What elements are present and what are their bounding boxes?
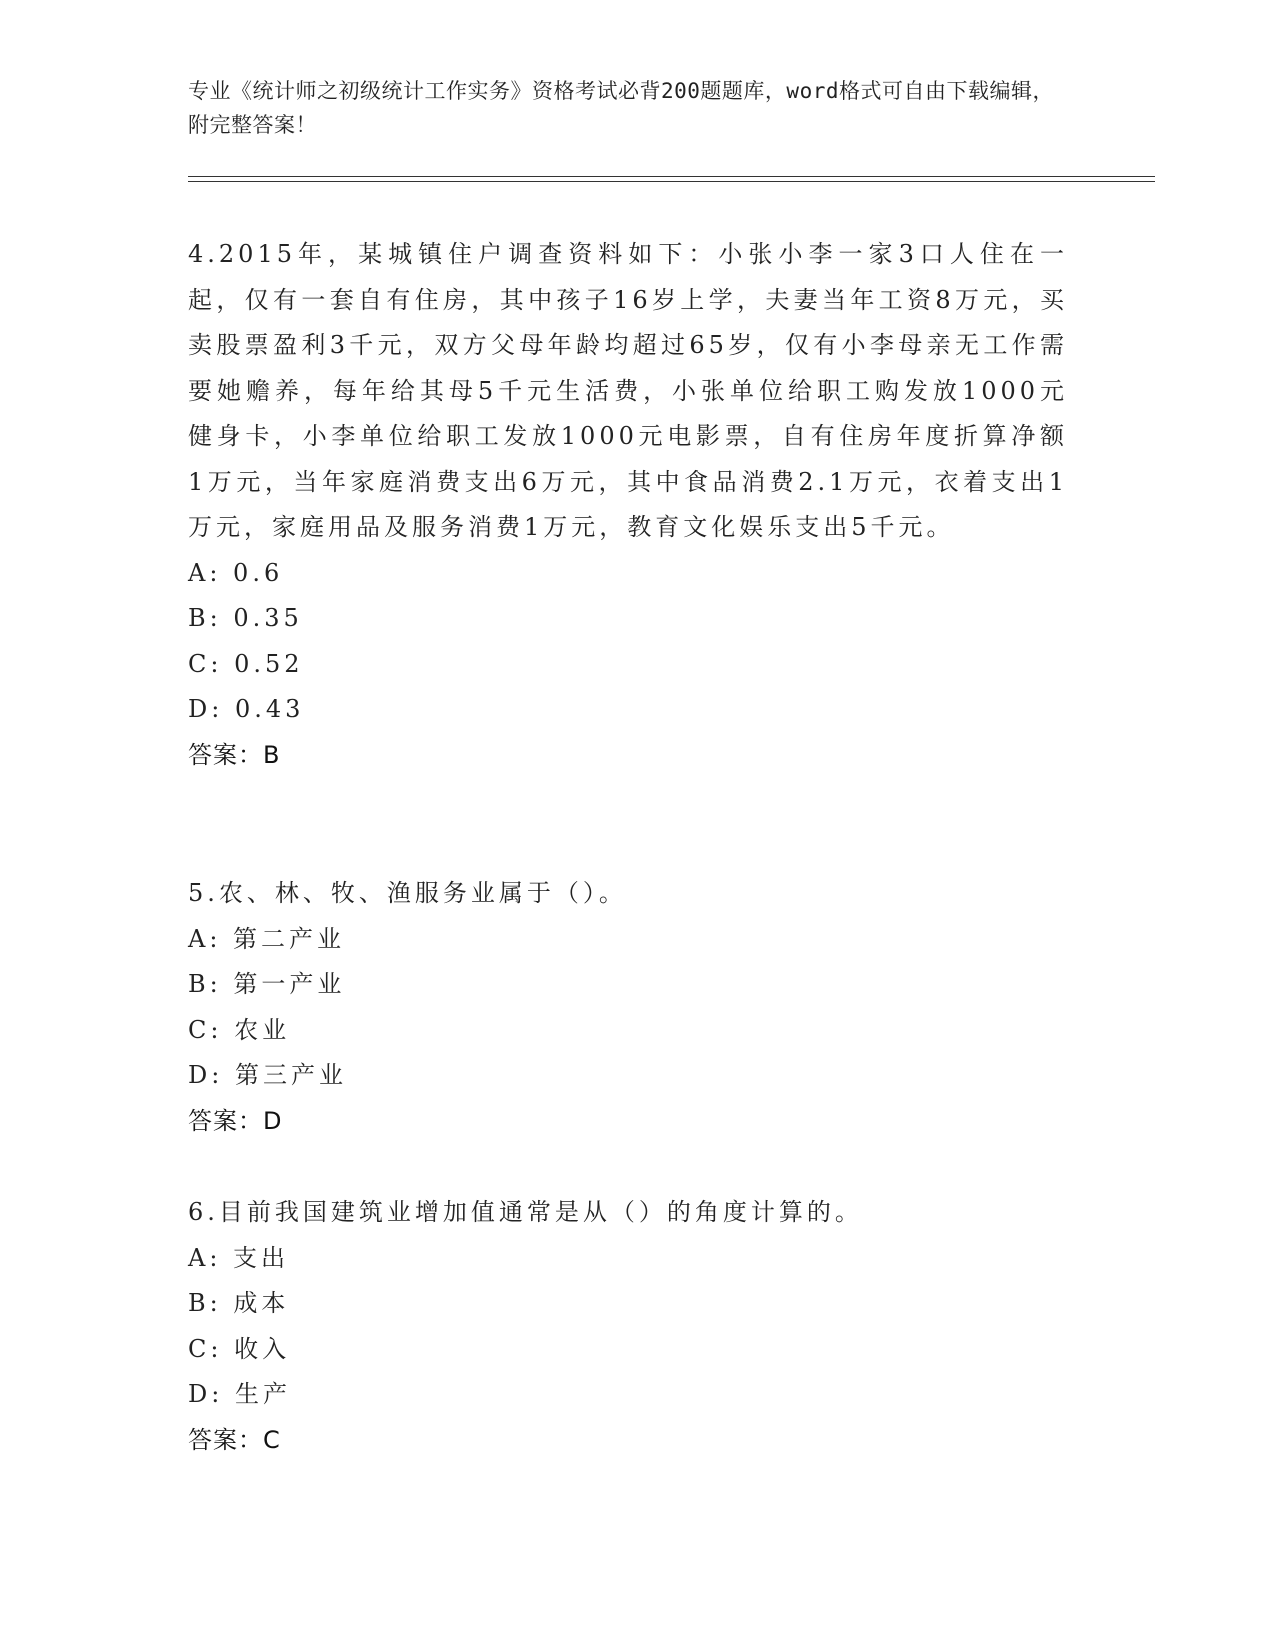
option-d: D: 第三产业 xyxy=(188,1061,347,1089)
question-5 xyxy=(188,871,1068,1144)
option-d: D: 生产 xyxy=(188,1380,291,1408)
option-b: B: 第一产业 xyxy=(188,970,346,998)
document-header xyxy=(188,74,1068,142)
question-stem: 4.2015年，某城镇住户调查资料如下：小张小李一家3口人住在一起，仅有一套自有住房，其中孩子16岁上学，夫妻当年工资8万元，买卖股票盈利3千元，双方父母年龄均超过65岁，仅有小李母亲无工作需要她赡养，每年给其母5千元生活费，小张单位给职工购发放1000元健身卡，小李单位给职工发放1000元电影票，自有住房年度折算净额1万元，当年家庭消费支出6万元，其中食品消费2.1万元，衣着支出1万元，家庭用品及服务消费1万元，教育文化娱乐支出5千元。 xyxy=(188,240,1068,541)
option-b: B: 0.35 xyxy=(188,604,303,632)
option-a: A: 第二产业 xyxy=(188,924,346,953)
header-title: 专业《统计师之初级统计工作实务》资格考试必背200题题库，word格式可自由下载编辑，附完整答案！ xyxy=(188,79,1054,137)
answer-line: 答案：D xyxy=(188,1106,283,1135)
header-double-rule xyxy=(188,176,1155,182)
answer-line: 答案：B xyxy=(188,740,281,769)
option-d: D: 0.43 xyxy=(188,695,305,723)
option-a: A: 0.6 xyxy=(188,558,284,587)
question-6 xyxy=(188,1190,1068,1463)
question-4 xyxy=(188,232,1068,778)
answer-line: 答案：C xyxy=(188,1425,281,1454)
question-stem: 5.农、林、牧、渔服务业属于（）。 xyxy=(188,879,627,907)
option-a: A: 支出 xyxy=(188,1243,290,1272)
option-c: C: 收入 xyxy=(188,1334,291,1363)
option-c: C: 0.52 xyxy=(188,649,304,678)
option-c: C: 农业 xyxy=(188,1015,291,1044)
option-b: B: 成本 xyxy=(188,1289,290,1317)
question-stem: 6.目前我国建筑业增加值通常是从（）的角度计算的。 xyxy=(188,1198,863,1226)
